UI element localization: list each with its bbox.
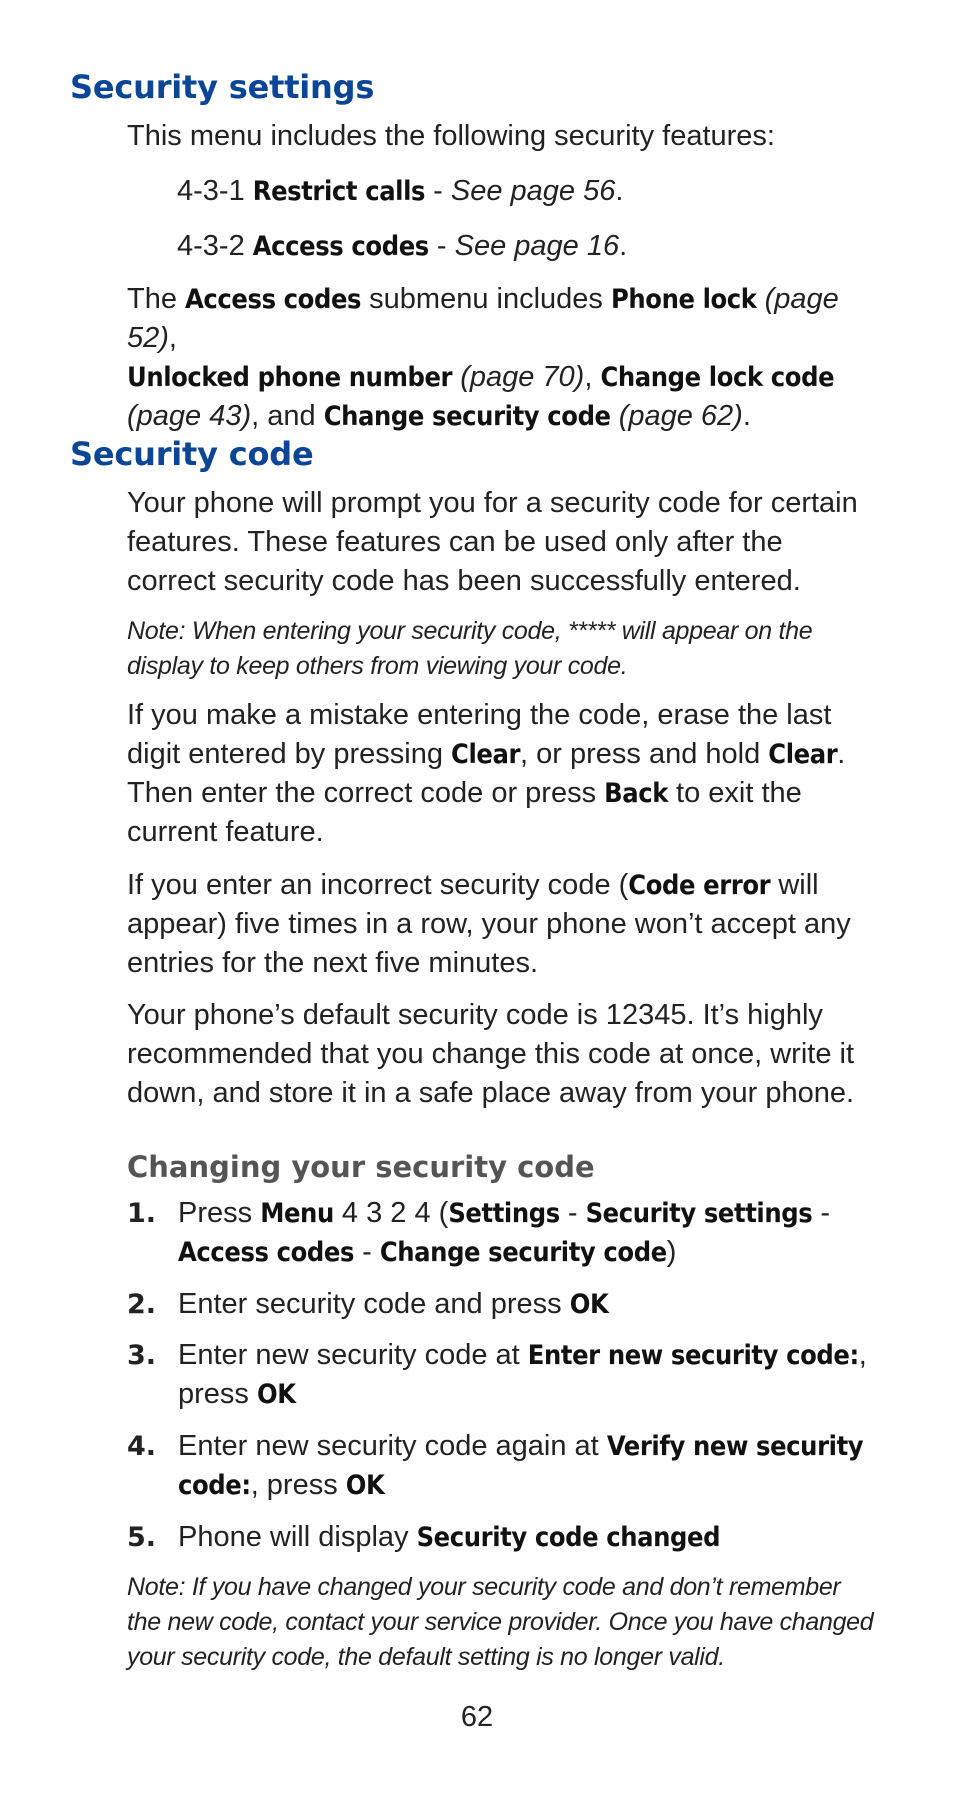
step-number: 4. bbox=[127, 1431, 157, 1462]
term-security-settings: Security settings bbox=[585, 1198, 813, 1229]
step-text bbox=[178, 1427, 878, 1505]
page-reference: (page 43) bbox=[127, 400, 252, 432]
text: - bbox=[812, 1197, 831, 1229]
text: If you make a mistake entering the code, erase the last digit entered by pressing bbox=[127, 699, 832, 770]
text: to exit the current feature. bbox=[127, 777, 802, 848]
term-change-security-code: Change security code bbox=[323, 401, 611, 432]
term-unlocked-phone-number: Unlocked phone number bbox=[127, 362, 453, 393]
access-codes-submenu-paragraph bbox=[127, 280, 879, 436]
step-text bbox=[178, 1285, 878, 1324]
changing-code-note: Note: If you have changed your security code and don’t remember the new code, contact your service provider. Once you have changed your security code, the default setting is no longer valid. bbox=[127, 1573, 874, 1671]
term-code-error: Code error bbox=[628, 870, 771, 901]
menu-code: 4-3-1 bbox=[177, 175, 245, 207]
step-number: 3. bbox=[127, 1340, 157, 1371]
term-access-codes: Access codes bbox=[252, 231, 429, 262]
text: 4 3 2 4 ( bbox=[333, 1197, 449, 1229]
page-reference: (page 62) bbox=[610, 400, 743, 432]
term-settings: Settings bbox=[448, 1198, 560, 1229]
term-verify-new-security-code: Verify new security code: bbox=[178, 1431, 864, 1501]
step-text bbox=[178, 1518, 878, 1557]
text: submenu includes bbox=[361, 283, 611, 315]
step-text bbox=[178, 1194, 878, 1272]
heading-security-code: Security code bbox=[70, 435, 314, 473]
security-code-paragraph-3 bbox=[127, 866, 879, 983]
step-number: 1. bbox=[127, 1198, 157, 1229]
menu-code: 4-3-2 bbox=[177, 230, 245, 262]
text: Press bbox=[178, 1197, 261, 1229]
text: Enter new security code at bbox=[178, 1339, 528, 1371]
security-code-paragraph-1: Your phone will prompt you for a security code for certain features. These features can be used only after the correct security code has been successfully entered. bbox=[127, 487, 858, 597]
text: If you enter an incorrect security code ( bbox=[127, 869, 629, 901]
text: , bbox=[168, 322, 177, 354]
heading-changing-security-code: Changing your security code bbox=[127, 1150, 595, 1184]
term-ok: OK bbox=[345, 1470, 385, 1501]
text: The bbox=[127, 283, 186, 315]
security-code-paragraph-4: Your phone’s default security code is 12345. It’s highly recommended that you change this code at once, write it down, and store it in a safe place away from your phone. bbox=[127, 999, 855, 1109]
text: Enter security code and press bbox=[178, 1288, 570, 1320]
security-settings-intro: This menu includes the following security features: bbox=[127, 120, 775, 152]
text: . bbox=[742, 400, 751, 432]
text: - bbox=[559, 1197, 586, 1229]
step-number: 5. bbox=[127, 1522, 157, 1553]
text: , and bbox=[251, 400, 324, 432]
term-ok: OK bbox=[256, 1379, 296, 1410]
menu-item-restrict-calls bbox=[177, 172, 877, 211]
period: . bbox=[619, 230, 628, 262]
security-code-paragraph-2 bbox=[127, 696, 879, 852]
step-text bbox=[178, 1336, 878, 1414]
text: , bbox=[584, 361, 601, 393]
term-phone-lock: Phone lock bbox=[610, 284, 757, 315]
text: , press bbox=[250, 1469, 346, 1501]
text: will appear) five times in a row, your phone won’t accept any entries for the next five minutes. bbox=[127, 869, 851, 979]
term-access-codes: Access codes bbox=[178, 1237, 355, 1268]
page-reference: See page 56 bbox=[450, 175, 616, 207]
text: - bbox=[354, 1236, 380, 1268]
text: Phone will display bbox=[178, 1521, 417, 1553]
separator: - bbox=[425, 175, 451, 207]
text: , or press and hold bbox=[520, 738, 769, 770]
term-change-lock-code: Change lock code bbox=[600, 362, 835, 393]
page-reference: (page 52) bbox=[127, 283, 839, 354]
period: . bbox=[615, 175, 624, 207]
page-number: 62 bbox=[460, 1701, 494, 1733]
text: . Then enter the correct code or press bbox=[127, 738, 846, 809]
page-reference: (page 70) bbox=[452, 361, 585, 393]
separator: - bbox=[428, 230, 455, 262]
term-enter-new-security-code: Enter new security code: bbox=[527, 1340, 859, 1371]
text: ) bbox=[666, 1236, 677, 1268]
text: , press bbox=[178, 1339, 867, 1410]
security-code-note: Note: When entering your security code, ***** will appear on the display to keep others from viewing your code. bbox=[127, 617, 813, 680]
term-security-code-changed: Security code changed bbox=[416, 1522, 721, 1553]
heading-security-settings: Security settings bbox=[70, 68, 375, 106]
text: Enter new security code again at bbox=[178, 1430, 607, 1462]
term-clear: Clear bbox=[768, 739, 838, 770]
term-menu: Menu bbox=[260, 1198, 334, 1229]
page-reference: See page 16 bbox=[454, 230, 620, 262]
term-restrict-calls: Restrict calls bbox=[252, 176, 426, 207]
menu-item-access-codes bbox=[177, 227, 877, 266]
term-ok: OK bbox=[569, 1289, 609, 1320]
term-change-security-code: Change security code bbox=[379, 1237, 667, 1268]
term-access-codes: Access codes bbox=[185, 284, 362, 315]
step-number: 2. bbox=[127, 1289, 157, 1320]
term-clear: Clear bbox=[451, 739, 521, 770]
term-back: Back bbox=[604, 778, 668, 809]
